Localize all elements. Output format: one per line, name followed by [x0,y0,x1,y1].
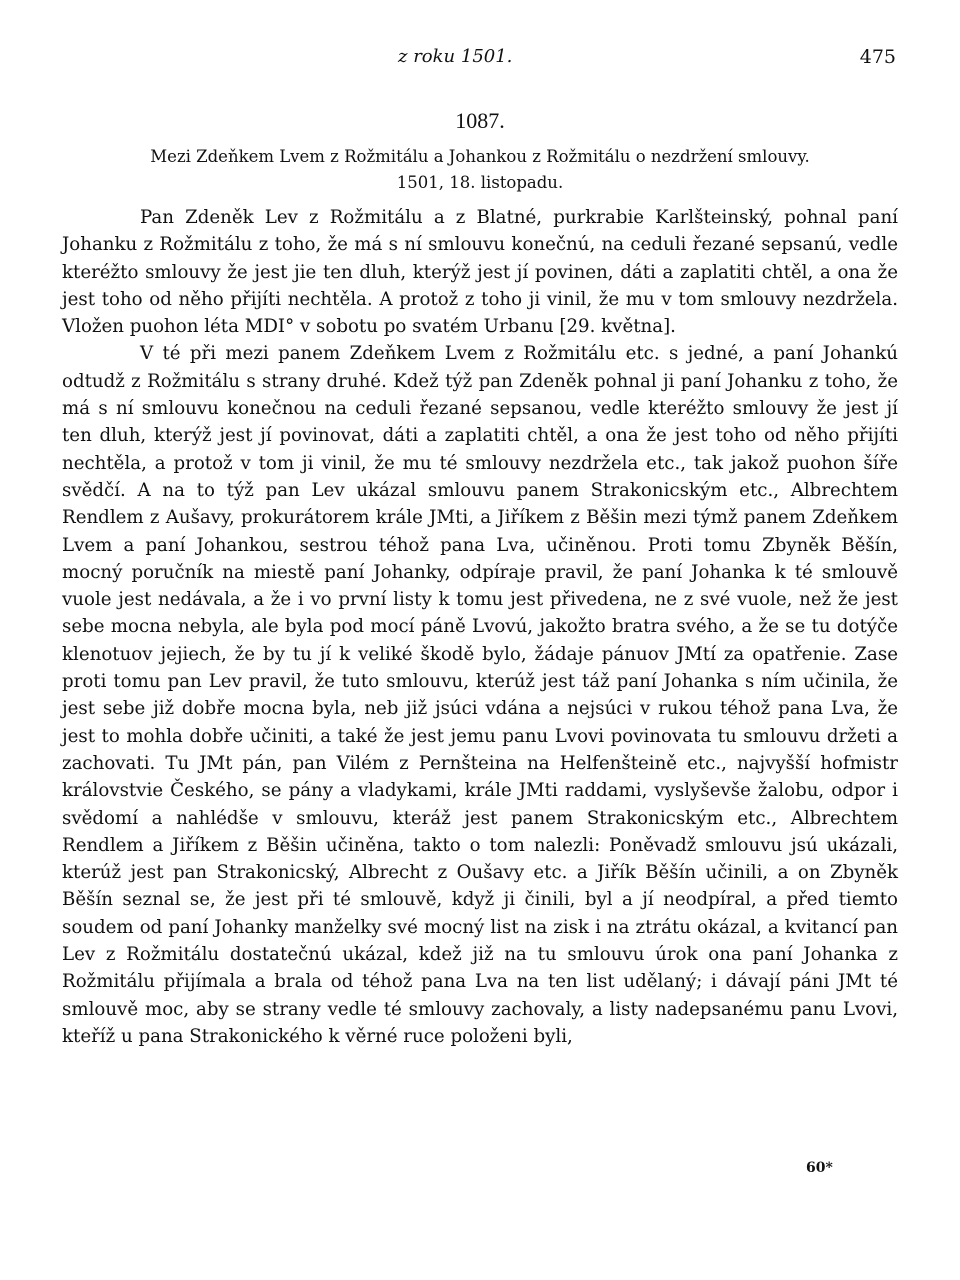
document-number: 1087. [455,108,505,133]
document-title: Mezi Zdeňkem Lvem z Rožmitálu a Johankou z Rožmitálu o nezdržení smlouvy. [150,147,810,166]
document-date: 1501, 18. listopadu. [396,173,564,192]
document-page [62,0,898,1280]
page-number: 475 [859,46,896,68]
paragraph: V té při mezi panem Zdeňkem Lvem z Rožmitálu etc. s jedné, a paní Johankú odtudž z Rožmitálu s strany druhé. Kdež týž pan Zdeněk pohnal ji paní Johanku z toho, že má s ní smlouvu konečnou na ceduli řezané sepsanou, vedle kteréžto smlouvy že jest jí ten dluh, kterýž jest jí povinovat, dáti a zaplatiti chtěl, a ona že jest toho od něho přijíti nechtěla, a protož v tom ji vinil, že mu té smlouvy nezdržela etc., tak jakož puohon šíře svědčí. A na to týž pan Lev ukázal smlouvu panem Strakonicským etc., Albrechtem Rendlem z Aušavy, prokurátorem krále JMti, a Jiříkem z Běšin mezi týmž panem Zdeňkem Lvem a paní Johankou, sestrou téhož pana Lva, učiněnou. Proti tomu Zbyněk Běšín, mocný poručník na miestě paní Johanky, odpíraje pravil, že paní Johanka k té smlouvě vuole jest nedávala, a že i vo první listy k tomu jest přivedena, ne z své vuole, než že jest sebe mocna nebyla, ale byla pod mocí páně Lvovú, jakožto bratra svého, a že se tu dotýče klenotuov jejiech, že by tu jí k veliké škodě bylo, žádaje pánuov JMtí za opatřenie. Zase proti tomu pan Lev pravil, že tuto smlouvu, kterúž jest táž paní Johanka s ním učinila, že jest sebe již dobře mocna byla, neb již jsúci vdána a nejsúci v rukou téhož pana Lva, že jest to mohla dobře učiniti, a také že jest jemu panu Lvovi povinovata tu smlouvu držeti a zachovati. Tu JMt pán, pan Vilém z Pernšteina na Helfenšteině etc., najvyšší hofmistr královstvie Českého, se pány a vladykami, krále JMti raddami, vyslyševše žalobu, odpor i svědomí a nahlédše v smlouvu, kteráž jest panem Strakonicským etc., Albrechtem Rendlem a Jiříkem z Běšin učiněna, takto o tom nalezli: Poněvadž smlouvu jsú ukázali, kterúž jest pan Strakonicský, Albrecht z Oušavy etc. a Jiřík Běšín učinili, a on Zbyněk Běšín seznal se, že jest při té smlouvě, když ji činili, byl a jí neodpíral, a před tiemto soudem od paní Johanky manželky své mocný list na zisk i na ztrátu okázal, a kvitancí pan Lev z Rožmitálu dostatečnú ukázal, kdež již na tu smlouvu úrok ona paní Johanka z Rožmitálu přijímala a brala od téhož pana Lva na ten list udělaný; i dávají páni JMt té smlouvě moc, aby se strany vedle té smlouvy zachovaly, a listy nadepsanému panu Lvovi, kteříž u pana Strakonického k věrné ruce položeni byli, [62,343,898,1047]
running-title: z roku 1501. [398,46,513,67]
running-head [62,46,898,76]
signature-mark: 60* [806,1160,833,1176]
paragraph: Pan Zdeněk Lev z Rožmitálu a z Blatné, purkrabie Karlšteinský, pohnal paní Johanku z Rožmitálu z toho, že má s ní smlouvu konečnú, na ceduli řezané sepsanú, vedle kteréžto smlouvy že jest jie ten dluh, kterýž jest jí povinen, dáti a zaplatiti chtěl, a ona že jest toho od něho přijíti nechtěla. A protož z toho ji vinil, že mu v tom smlouvy nezdržela. Vložen puohon léta MDI° v sobotu po svatém Urbanu [29. května]. [62,207,898,338]
document-body [62,204,898,1050]
